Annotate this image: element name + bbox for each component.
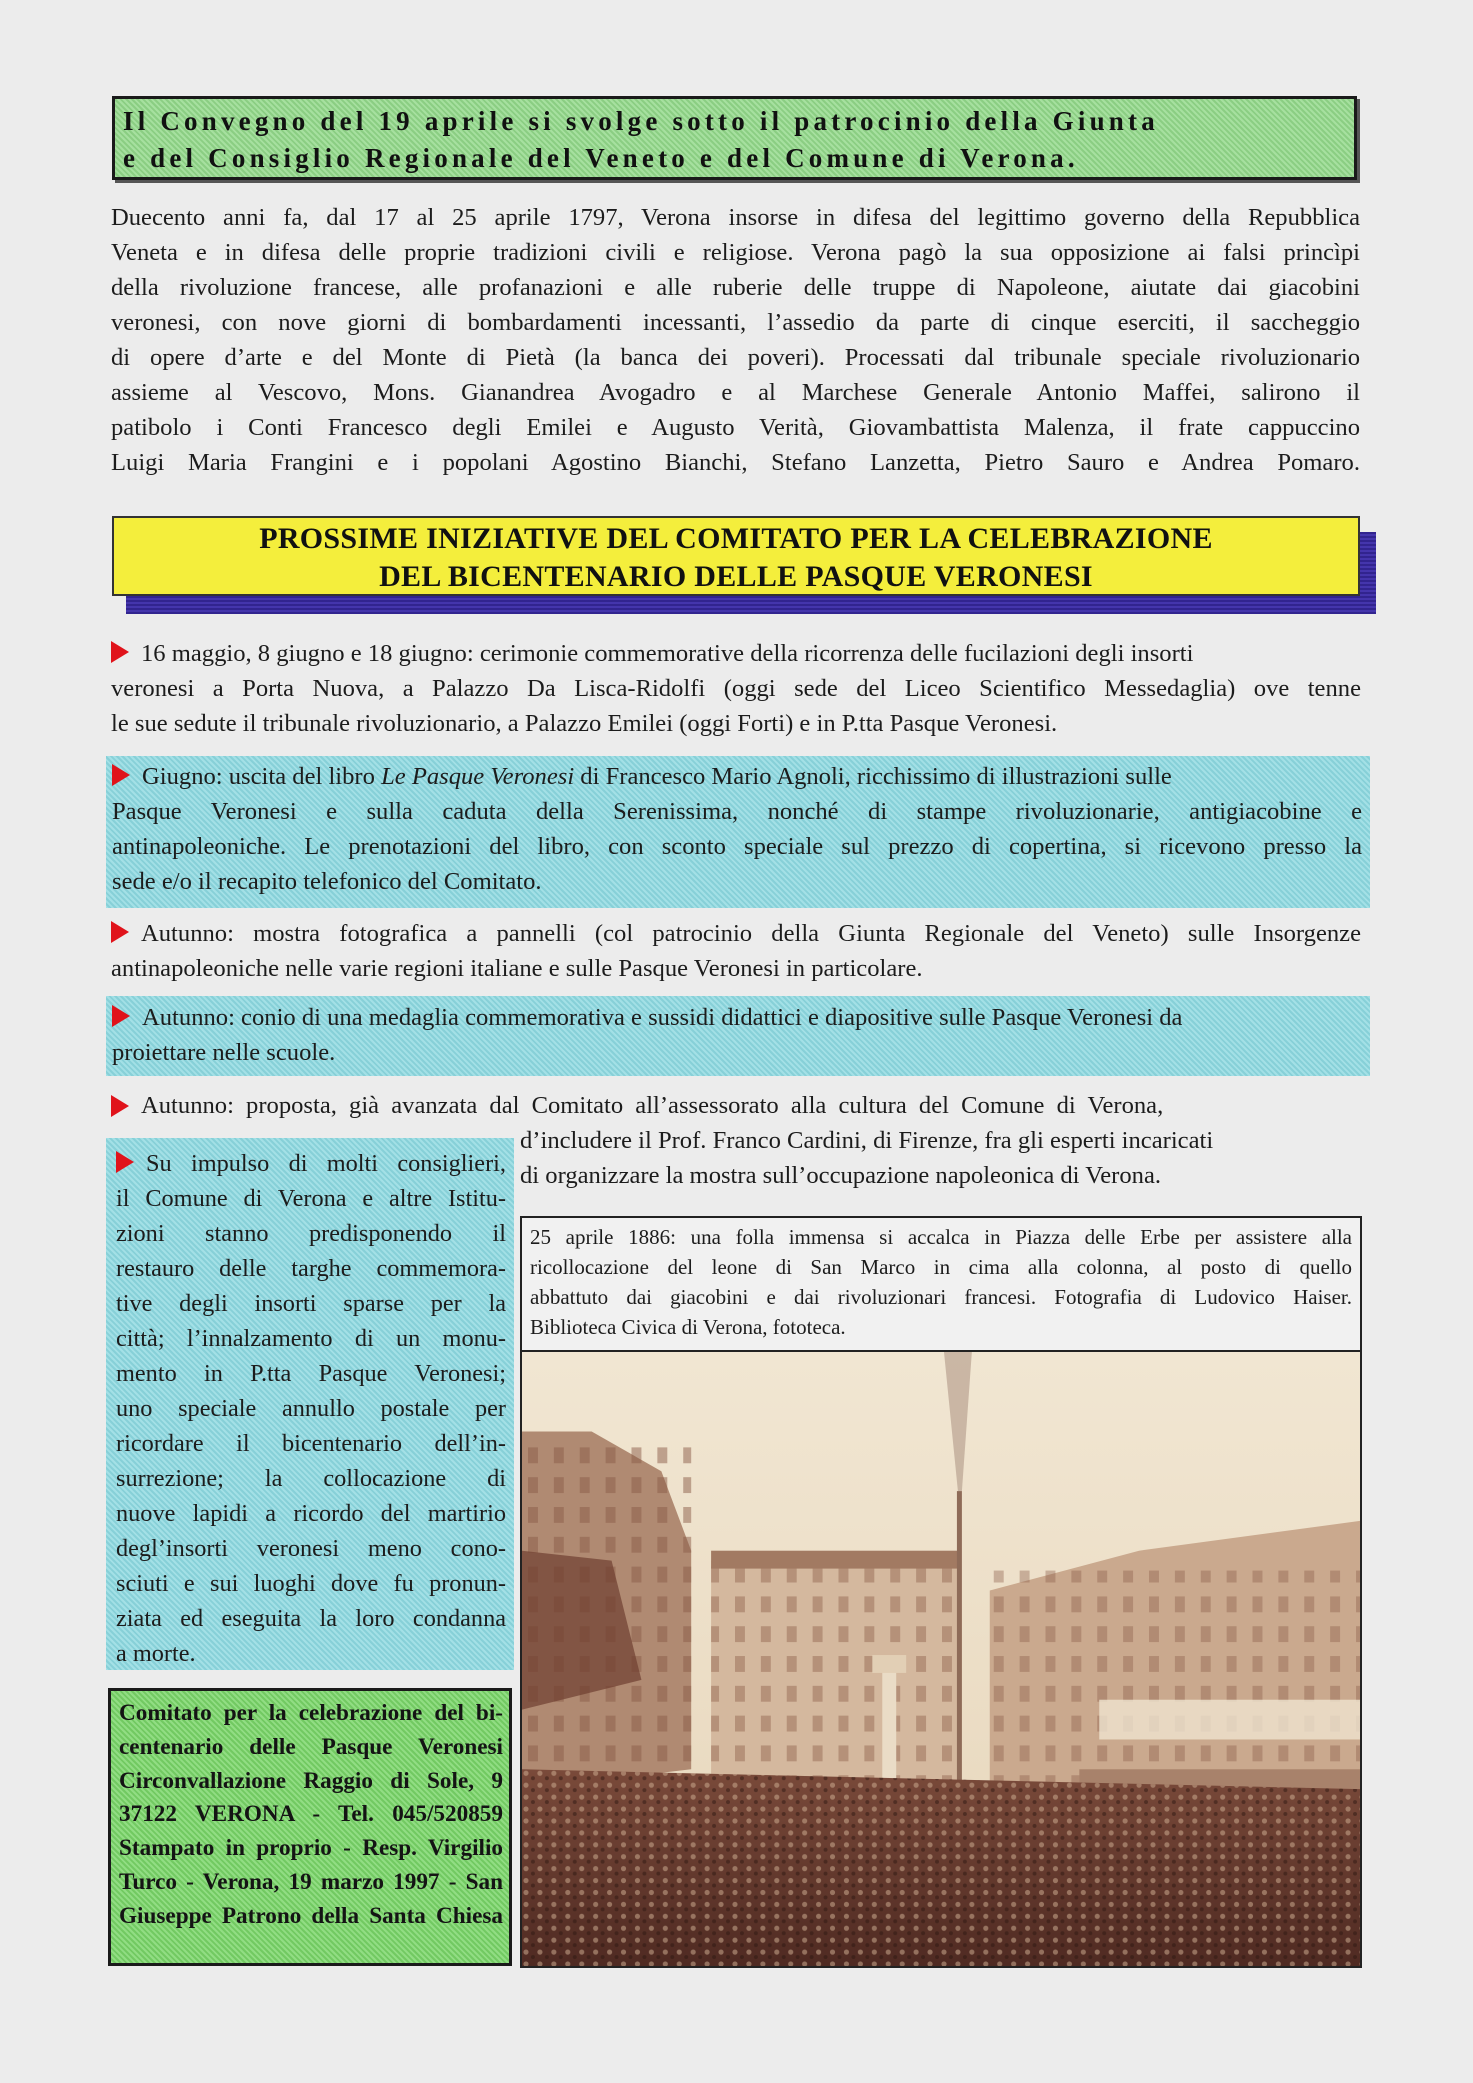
item-line: nuove lapidi a ricordo del martirio (116, 1500, 506, 1527)
item-line: a morte. (116, 1640, 196, 1667)
bullet-triangle-icon (116, 1151, 134, 1173)
historic-photo-piazza-erbe (520, 1350, 1362, 1968)
heading-box (112, 516, 1360, 596)
contact-line: Stampato in proprio - Resp. Virgilio (119, 1835, 503, 1862)
bullet-triangle-icon (112, 764, 130, 786)
contact-line: centenario delle Pasque Veronesi (119, 1733, 503, 1760)
item-line: degl’insorti veronesi meno cono- (116, 1535, 506, 1562)
item-line: Su impulso di molti consiglieri, (146, 1150, 506, 1177)
item-line: tive degli insorti sparse per la (116, 1290, 506, 1317)
caption-line: ricollocazione del leone di San Marco in cima alla colonna, al posto di quello (530, 1255, 1352, 1279)
initiative-item-2 (106, 756, 1370, 908)
intro-line: Luigi Maria Frangini e i popolani Agostino Bianchi, Stefano Lanzetta, Pietro Sauro e Andrea Pomaro. (111, 449, 1360, 476)
intro-line: veronesi, con nove giorni di bombardamenti incessanti, l’assedio da parte di cinque eserciti, il saccheggio (111, 309, 1360, 336)
item-line: città; l’innalzamento di un monu- (116, 1325, 506, 1352)
intro-line: della rivoluzione francese, alle profanazioni e alle ruberie delle truppe di Napoleone, aiutate dai giacobini (111, 274, 1360, 301)
intro-line: assieme al Vescovo, Mons. Gianandrea Avogadro e al Marchese Generale Antonio Maffei, salirono il (111, 379, 1360, 406)
intro-paragraph (111, 200, 1360, 480)
item-line: uno speciale annullo postale per (116, 1395, 506, 1422)
intro-line: Duecento anni fa, dal 17 al 25 aprile 1797, Verona insorse in difesa del legittimo governo della Repubblica (111, 204, 1360, 231)
patronage-banner (112, 96, 1357, 180)
contact-line: Giuseppe Patrono della Santa Chiesa (119, 1902, 503, 1929)
item-line: mento in P.tta Pasque Veronesi; (116, 1360, 506, 1387)
initiative-item-6 (106, 1138, 514, 1670)
item-line: di organizzare la mostra sull’occupazione napoleonica di Verona. (520, 1162, 1162, 1189)
contact-line: Circonvallazione Raggio di Sole, 9 (119, 1767, 503, 1794)
item-line: Autunno: conio di una medaglia commemorativa e sussidi didattici e diapositive sulle Pasque Veronesi da (142, 1004, 1183, 1031)
caption-line: 25 aprile 1886: una folla immensa si accalca in Piazza delle Erbe per assistere alla (530, 1225, 1352, 1249)
bullet-triangle-icon (111, 1095, 129, 1117)
patronage-line-2: e del Consiglio Regionale del Veneto e del Comune di Verona. (123, 143, 1079, 173)
intro-line: patibolo i Conti Francesco degli Emilei e Augusto Verità, Giovambattista Malenza, il frate cappuccino (111, 414, 1360, 441)
contact-box (108, 1688, 512, 1966)
item-line: zioni stanno predisponendo il (116, 1220, 506, 1247)
item-line: Autunno: mostra fotografica a pannelli (col patrocinio della Giunta Regionale del Veneto) sulle Insorgenze (141, 920, 1361, 947)
bullet-triangle-icon (112, 1005, 130, 1027)
initiative-item-5 (111, 1088, 1361, 1123)
item-line: d’includere il Prof. Franco Cardini, di Firenze, fra gli esperti incaricati (520, 1127, 1214, 1154)
item-line: antinapoleoniche nelle varie regioni italiane e sulle Pasque Veronesi in particolare. (111, 955, 923, 982)
item-line: il Comune di Verona e altre Istitu- (116, 1185, 506, 1212)
item-line: le sue sedute il tribunale rivoluzionario, a Palazzo Emilei (oggi Forti) e in P.tta Pasque Veronesi. (111, 710, 1058, 737)
item-line: ricordare il bicentenario dell’in- (116, 1430, 506, 1457)
initiative-item-5-continued (520, 1123, 1361, 1193)
patronage-line-1: Il Convegno del 19 aprile si svolge sotto il patrocinio della Giunta (123, 106, 1159, 136)
item-text: di Francesco Mario Agnoli, ricchissimo di illustrazioni sulle (574, 763, 1172, 790)
caption-line: abbattuto dai giacobini e dai rivoluzionari francesi. Fotografia di Ludovico Haiser. (530, 1285, 1352, 1309)
item-line: antinapoleoniche. Le prenotazioni del libro, con sconto speciale sul prezzo di copertina, si ricevono presso la (112, 833, 1362, 860)
item-line: sciuti e sui luoghi dove fu pronun- (116, 1570, 506, 1597)
book-title: Le Pasque Veronesi (381, 763, 575, 790)
item-line: 16 maggio, 8 giugno e 18 giugno: cerimonie commemorative della ricorrenza delle fucilazioni degli insorti (141, 640, 1194, 667)
photo-illustration (522, 1352, 1360, 1966)
item-line: proiettare nelle scuole. (112, 1039, 336, 1066)
item-line: Pasque Veronesi e sulla caduta della Serenissima, nonché di stampe rivoluzionarie, antigiacobine e (112, 798, 1362, 825)
photo-caption (520, 1216, 1362, 1350)
section-heading (112, 516, 1374, 616)
intro-line: di opere d’arte e del Monte di Pietà (la banca dei poveri). Processati dal tribunale speciale rivoluzionario (111, 344, 1360, 371)
initiative-item-4 (106, 996, 1370, 1076)
item-line: surrezione; la collocazione di (116, 1465, 506, 1492)
initiative-item-3 (111, 916, 1361, 986)
item-line: sede e/o il recapito telefonico del Comitato. (112, 868, 542, 895)
bullet-triangle-icon (111, 641, 129, 663)
intro-line: Veneta e in difesa delle proprie tradizioni civili e religiose. Verona pagò la sua opposizione ai falsi princìpi (111, 239, 1360, 266)
item-line: ziata ed eseguita la loro condanna (116, 1605, 506, 1632)
contact-line: 37122 VERONA - Tel. 045/520859 (119, 1801, 503, 1828)
bullet-triangle-icon (111, 921, 129, 943)
caption-line: Biblioteca Civica di Verona, fototeca. (530, 1315, 846, 1339)
contact-line: Turco - Verona, 19 marzo 1997 - San (119, 1868, 503, 1895)
item-line: veronesi a Porta Nuova, a Palazzo Da Lisca-Ridolfi (oggi sede del Liceo Scientifico Messedaglia) ove tenne (111, 675, 1361, 702)
item-line: Autunno: proposta, già avanzata dal Comitato all’assessorato alla cultura del Comune di Verona, (141, 1092, 1164, 1119)
item-text: Giugno: uscita del libro (142, 763, 382, 790)
heading-line-1: PROSSIME INIZIATIVE DEL COMITATO PER LA CELEBRAZIONE (259, 522, 1213, 555)
item-line: restauro delle targhe commemora- (116, 1255, 506, 1282)
contact-line: Comitato per la celebrazione del bi- (119, 1700, 503, 1726)
heading-line-2: DEL BICENTENARIO DELLE PASQUE VERONESI (379, 560, 1093, 593)
initiative-item-1 (111, 636, 1361, 741)
